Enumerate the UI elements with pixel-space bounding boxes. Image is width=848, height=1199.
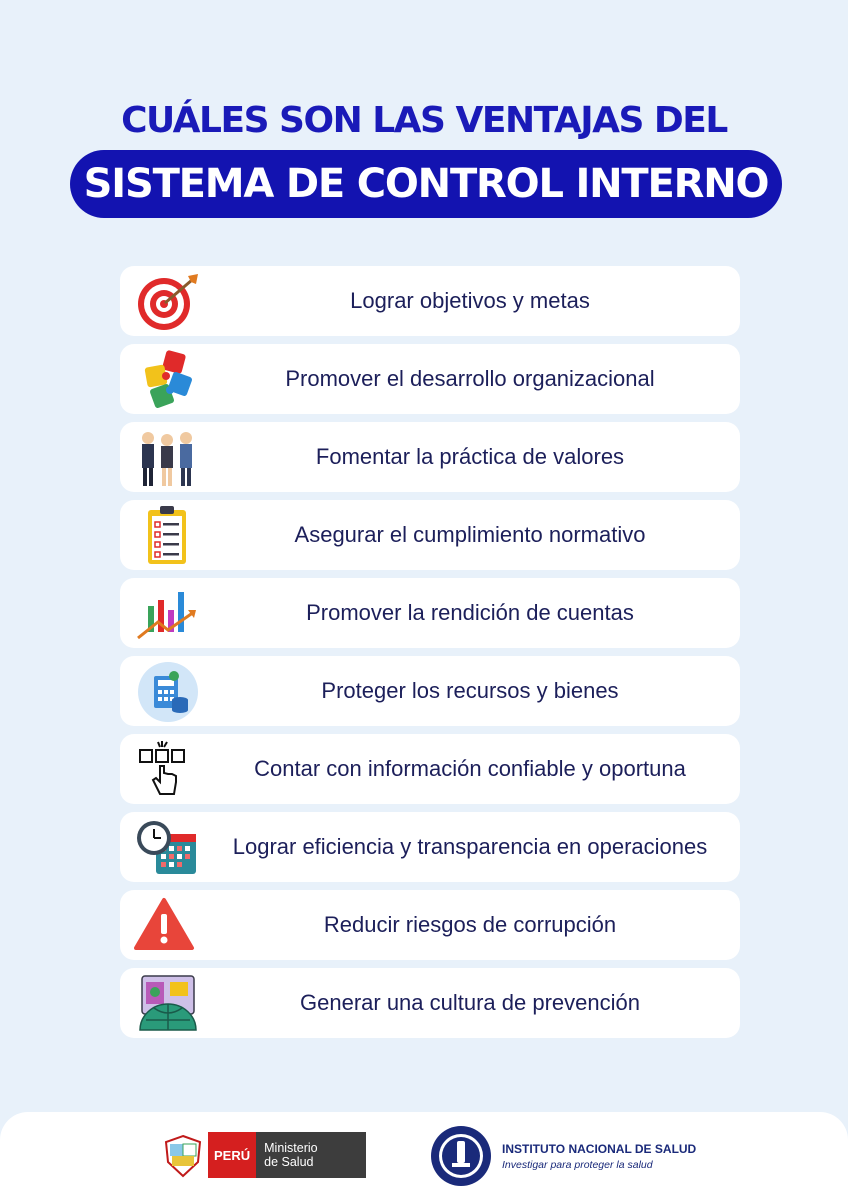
select-hand-icon [134,738,200,800]
list-item [120,812,740,882]
list-item [120,734,740,804]
growth-chart-icon [134,582,200,644]
list-item [120,656,740,726]
list-item [120,968,740,1038]
ministerio-label [256,1132,366,1178]
peru-label: PERÚ [208,1132,256,1178]
calculator-icon [134,660,200,722]
clock-calendar-icon [134,816,200,878]
list-item [120,344,740,414]
list-item-label: Promover el desarrollo organizacional [285,366,655,391]
list-item-label: Reducir riesgos de corrupción [323,912,617,937]
list-item-label: Lograr objetivos y metas [350,288,590,313]
people-icon [134,426,200,488]
list-item [120,266,740,336]
list-item-label: Promover la rendición de cuentas [306,600,634,625]
list-item-label: Lograr eficiencia y transparencia en operaciones [232,834,708,859]
ministerio-de-salud-logo [160,1132,366,1178]
list-item-label: Generar una cultura de prevención [300,990,640,1015]
ins-tagline: Investigar para proteger la salud [502,1158,653,1171]
list-item [120,890,740,960]
list-item [120,422,740,492]
list-item-label: Asegurar el cumplimiento normativo [294,522,646,547]
ins-name: INSTITUTO NACIONAL DE SALUD [502,1141,697,1156]
list-item [120,500,740,570]
footer [0,1112,848,1199]
target-icon [134,270,200,332]
list-item-label: Proteger los recursos y bienes [321,678,619,703]
ins-seal-icon [430,1125,492,1187]
list-item [120,578,740,648]
title-line-1: CUÁLES SON LAS VENTAJAS DEL [121,100,727,141]
title-line-2: SISTEMA DE CONTROL INTERNO [83,161,769,207]
globe-screen-icon [134,972,200,1034]
title-banner [70,150,782,218]
ins-logo [430,1124,696,1188]
ministerio-line-2: de Salud [264,1155,314,1169]
clipboard-icon [134,504,200,566]
warning-icon [134,894,200,956]
puzzle-icon [134,348,200,410]
list-item-label: Contar con información confiable y oportuna [254,756,686,781]
ministerio-line-1: Ministerio [264,1141,318,1155]
peru-coat-of-arms-icon [160,1132,206,1178]
list-item-label: Fomentar la práctica de valores [315,444,625,469]
